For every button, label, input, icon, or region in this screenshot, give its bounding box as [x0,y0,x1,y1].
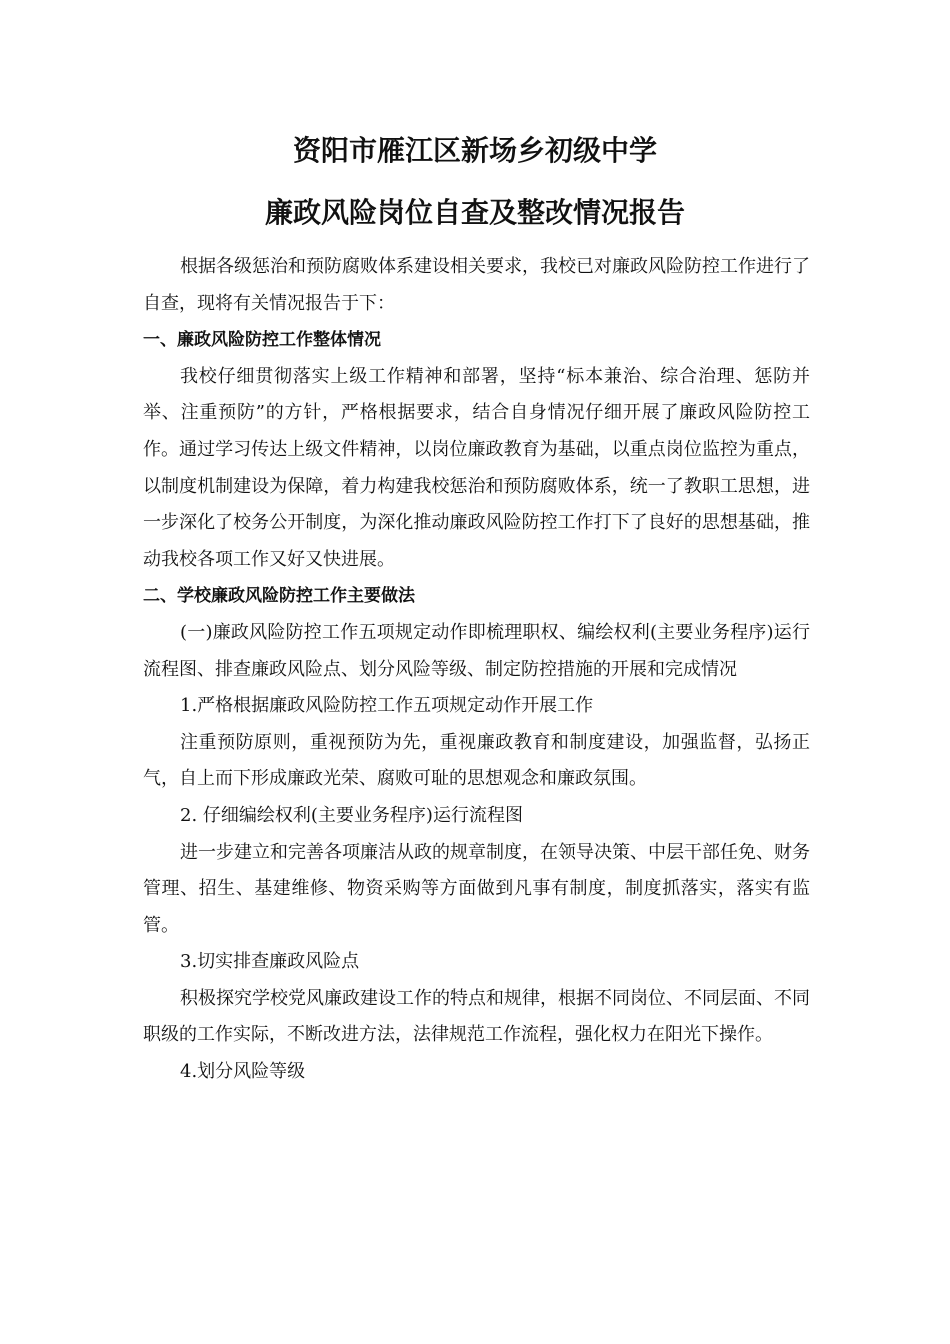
item-heading-1: 1.严格根据廉政风险防控工作五项规定动作开展工作 [180,695,594,717]
item-3-paragraph: 积极探究学校党风廉政建设工作的特点和规律，根据不同岗位、不同层面、不同职级的工作实际，不断改进方法，法律规范工作流程，强化权力在阳光下操作。 [143,987,810,1046]
subsection-heading-1: (一)廉政风险防控工作五项规定动作即梳理职权、编绘权利(主要业务程序)运行流程图、排查廉政风险点、划分风险等级、制定防控措施的开展和完成情况 [143,621,810,680]
item-heading-2: 2. 仔细编绘权利(主要业务程序)运行流程图 [180,804,523,826]
item-heading-3: 3.切实排查廉政风险点 [180,951,360,973]
item-1-paragraph: 注重预防原则，重视预防为先，重视廉政教育和制度建设，加强监督，弘扬正气，自上而下形成廉政光荣、腐败可耻的思想观念和廉政氛围。 [143,731,810,790]
item-2-paragraph: 进一步建立和完善各项廉洁从政的规章制度，在领导决策、中层干部任免、财务管理、招生、基建维修、物资采购等方面做到凡事有制度，制度抓落实，落实有监管。 [143,841,810,936]
item-heading-4: 4.划分风险等级 [180,1061,306,1083]
section-heading-2: 二、学校廉政风险防控工作主要做法 [143,586,415,607]
section-1-paragraph: 我校仔细贯彻落实上级工作精神和部署，坚持“标本兼治、综合治理、惩防并举、注重预防”的方针，严格根据要求，结合自身情况仔细开展了廉政风险防控工作。通过学习传达上级文件精神，以岗位廉政教育为基础，以重点岗位监控为重点，以制度机制建设为保障，着力构建我校惩治和预防腐败体系，统一了教职工思想，进一步深化了校务公开制度，为深化推动廉政风险防控工作打下了良好的思想基础，推动我校各项工作又好又快进展。 [143,365,810,570]
intro-paragraph: 根据各级惩治和预防腐败体系建设相关要求，我校已对廉政风险防控工作进行了自查，现将有关情况报告于下： [143,256,810,314]
document-body [143,249,810,1091]
document-title-report: 廉政风险岗位自查及整改情况报告 [264,196,685,229]
document-title-school: 资阳市雁江区新场乡初级中学 [292,134,657,167]
section-heading-1: 一、廉政风险防控工作整体情况 [143,330,381,351]
